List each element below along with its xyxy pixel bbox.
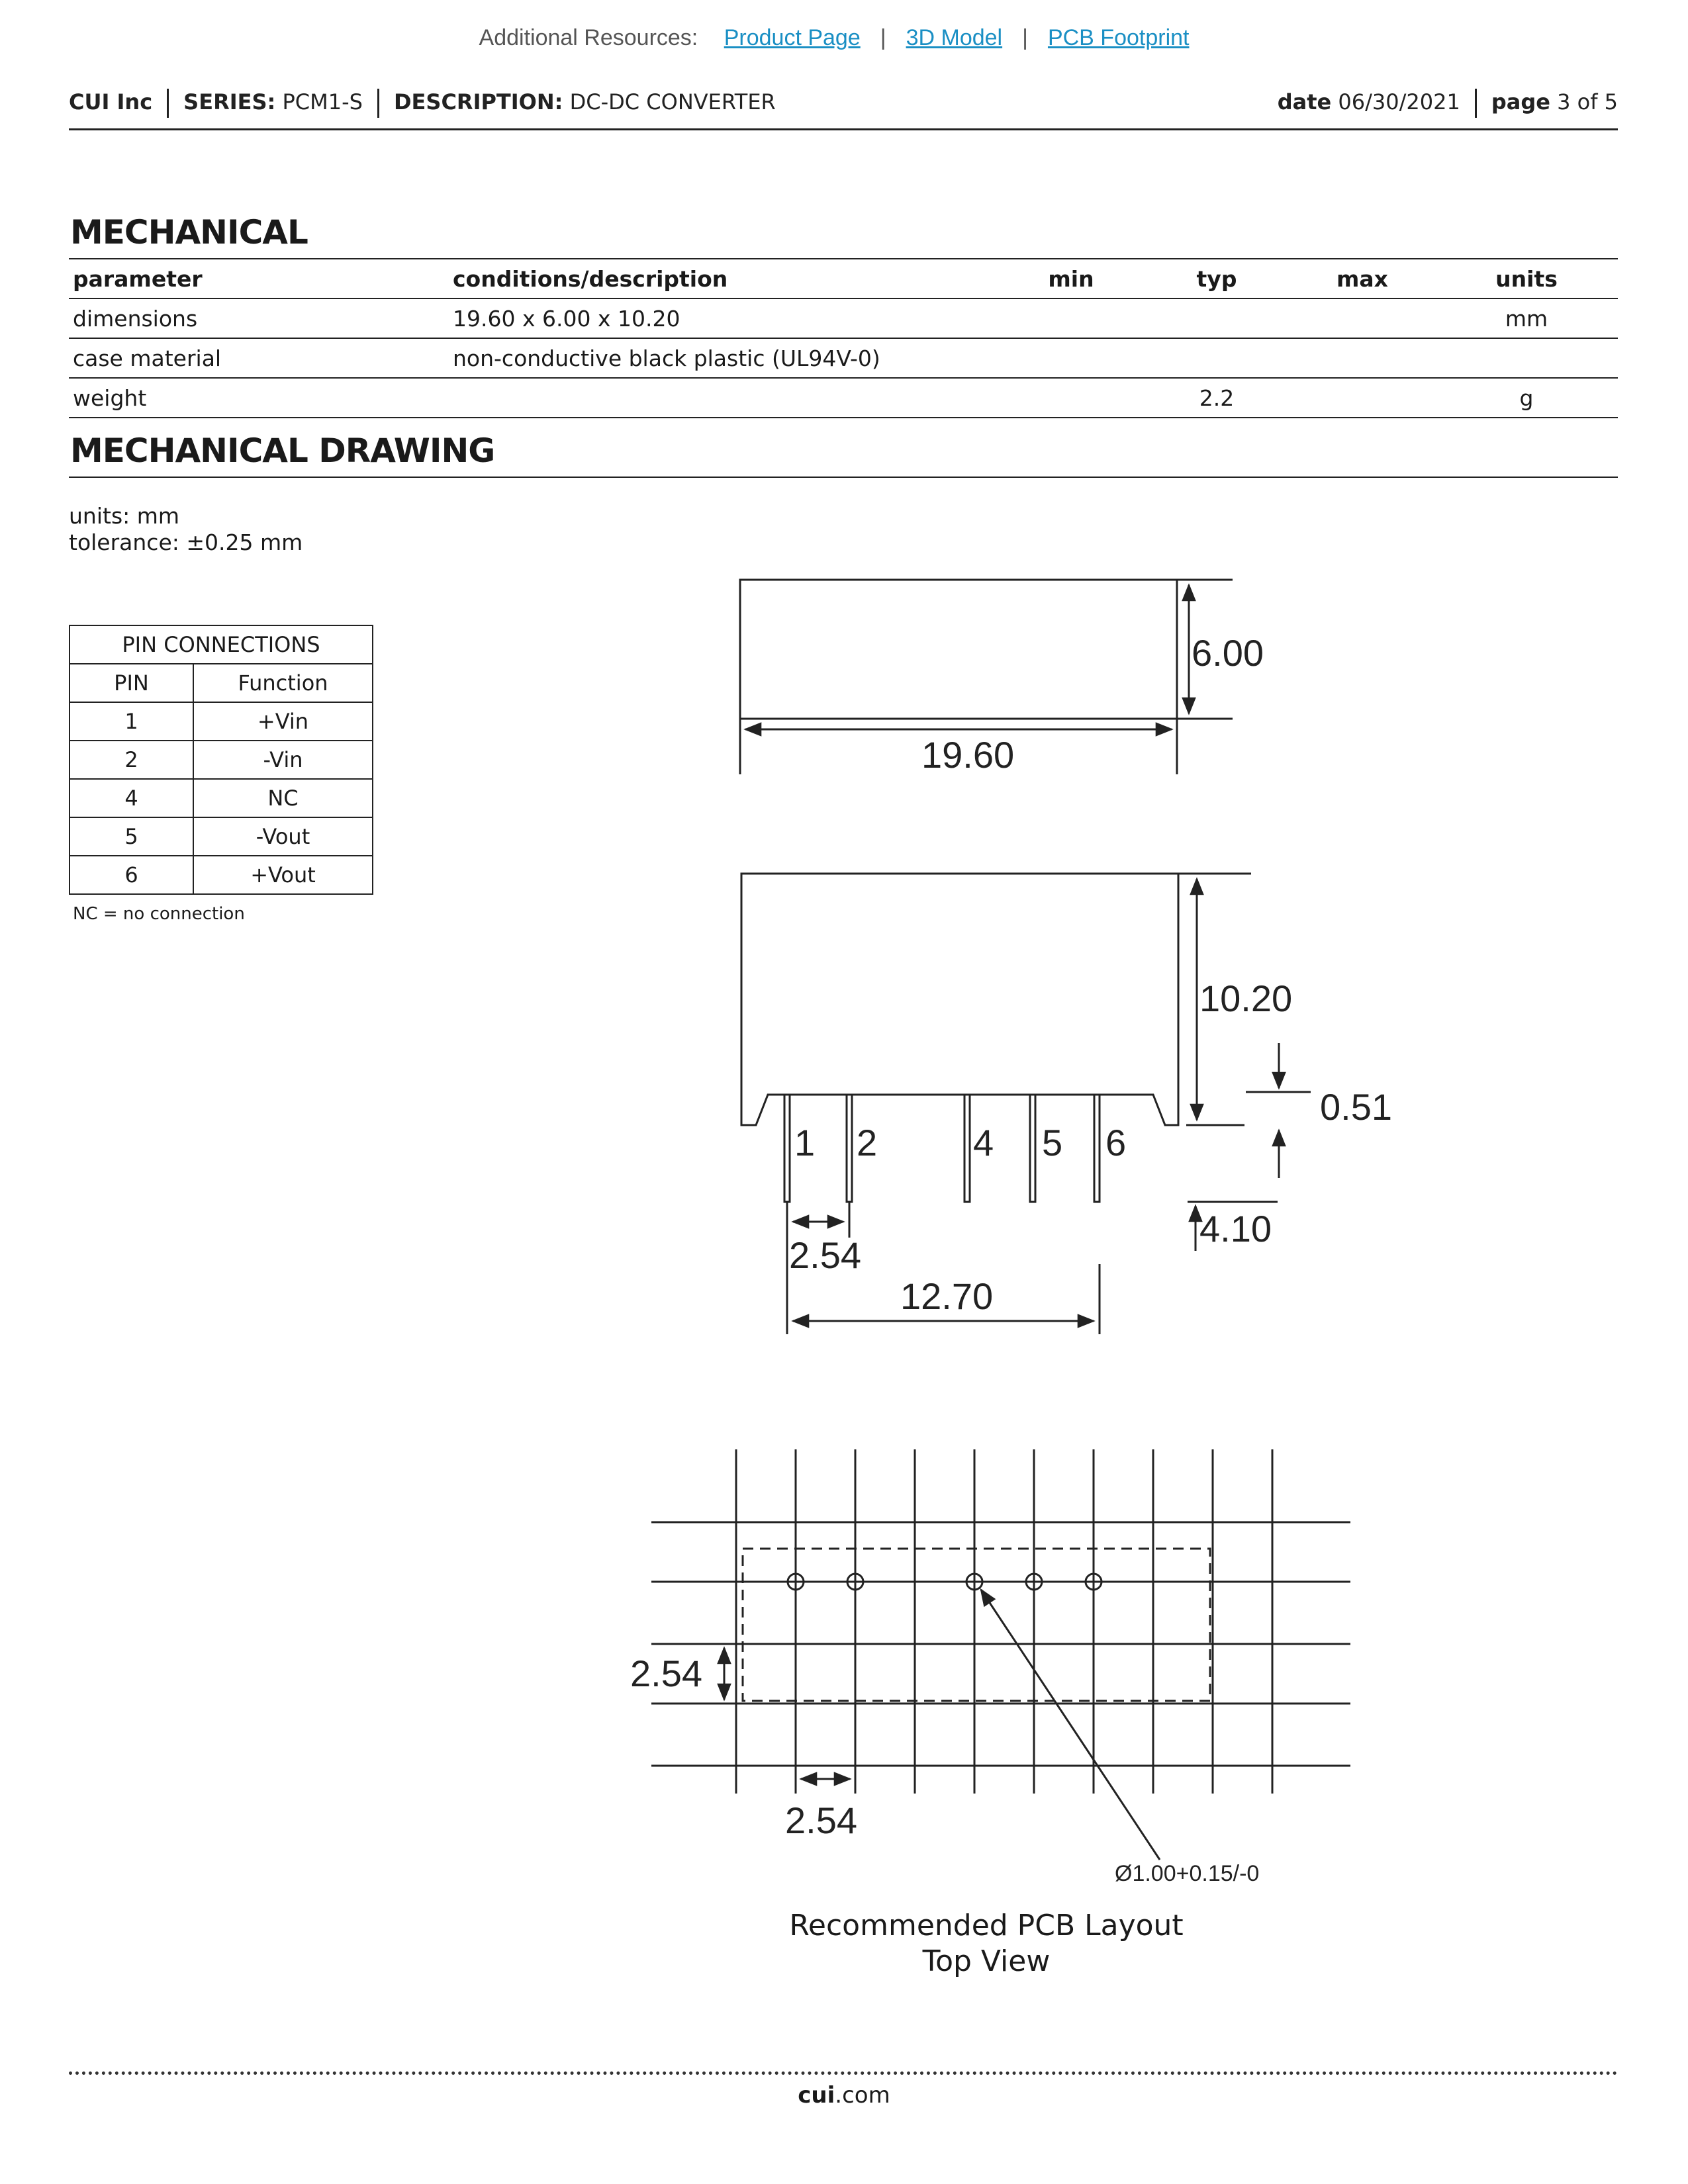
pin-number: 2 (70, 741, 193, 779)
pin-header: PIN (70, 664, 193, 702)
cell-conditions: 19.60 x 6.00 x 10.20 (453, 305, 680, 332)
col-units: units (1495, 265, 1558, 292)
pin-label-5: 5 (1042, 1122, 1063, 1163)
resources-separator: | (1022, 25, 1028, 50)
cell-parameter: dimensions (73, 305, 198, 332)
top-view-outline (740, 580, 1177, 719)
col-conditions: conditions/description (453, 265, 728, 292)
description-label: DESCRIPTION: (393, 89, 563, 114)
dim-standoff: 0.51 (1320, 1086, 1392, 1128)
col-max: max (1336, 265, 1388, 292)
dim-pitch: 2.54 (789, 1234, 861, 1276)
pin-number: 1 (70, 702, 193, 741)
page-value: 3 of 5 (1557, 89, 1618, 114)
pin-function: -Vout (193, 817, 373, 856)
nc-note: NC = no connection (73, 904, 245, 924)
description-value: DC-DC CONVERTER (569, 89, 776, 114)
hole-size-label: Ø1.00+0.15/-0 (1115, 1861, 1260, 1886)
series-label: SERIES: (183, 89, 276, 114)
cell-units: g (1519, 385, 1534, 411)
pin-label-4: 4 (973, 1122, 994, 1163)
mechanical-drawing-title: MECHANICAL DRAWING (70, 432, 495, 470)
dim-height-6: 6.00 (1192, 632, 1264, 674)
pin-function: NC (193, 779, 373, 817)
pin-label-6: 6 (1105, 1122, 1127, 1163)
company-name: CUI Inc (69, 89, 153, 114)
pin-label-1: 1 (794, 1122, 816, 1163)
cell-typ: 2.2 (1199, 385, 1235, 411)
units-text: units: mm (69, 503, 180, 529)
3d-model-link[interactable]: 3D Model (906, 25, 1003, 50)
module-outline (743, 1549, 1210, 1701)
mechanical-title: MECHANICAL (70, 213, 308, 251)
pcb-v-pitch: 2.54 (630, 1653, 702, 1694)
dim-width-19-60: 19.60 (921, 734, 1015, 776)
resources-separator: | (880, 25, 886, 50)
pin-function: +Vout (193, 856, 373, 894)
product-page-link[interactable]: Product Page (724, 25, 861, 50)
pin-number: 4 (70, 779, 193, 817)
tolerance-text: tolerance: ±0.25 mm (69, 529, 303, 555)
footer (0, 2082, 1688, 2109)
side-view-outline (741, 874, 1178, 1125)
series-value: PCM1-S (282, 89, 363, 114)
col-min: min (1048, 265, 1094, 292)
pin-function: -Vin (193, 741, 373, 779)
footer-brand: cui (798, 2082, 835, 2109)
cell-conditions: non-conductive black plastic (UL94V-0) (453, 345, 880, 371)
dim-pin-length: 4.10 (1199, 1208, 1272, 1250)
pcb-footprint-link[interactable]: PCB Footprint (1047, 25, 1190, 50)
pin-number: 6 (70, 856, 193, 894)
pin-table-title: PIN CONNECTIONS (70, 625, 373, 664)
col-typ: typ (1196, 265, 1237, 292)
date-value: 06/30/2021 (1338, 89, 1460, 114)
dim-height-10-20: 10.20 (1199, 978, 1293, 1019)
cell-parameter: weight (73, 385, 147, 411)
pin-label-2: 2 (857, 1122, 878, 1163)
date-label: date (1277, 89, 1332, 114)
col-parameter: parameter (73, 265, 203, 292)
footer-domain: .com (835, 2082, 890, 2109)
resources-label: Additional Resources: (479, 25, 698, 50)
cell-units: mm (1505, 305, 1548, 332)
page-label: page (1491, 89, 1550, 114)
pcb-caption-line2: Top View (922, 1944, 1051, 1978)
dim-span: 12.70 (900, 1275, 994, 1317)
pcb-h-pitch: 2.54 (785, 1799, 857, 1841)
footer-divider (69, 2071, 1618, 2075)
pcb-caption-line1: Recommended PCB Layout (789, 1909, 1184, 1942)
pin-function: +Vin (193, 702, 373, 741)
function-header: Function (193, 664, 373, 702)
pin-number: 5 (70, 817, 193, 856)
cell-parameter: case material (73, 345, 222, 371)
